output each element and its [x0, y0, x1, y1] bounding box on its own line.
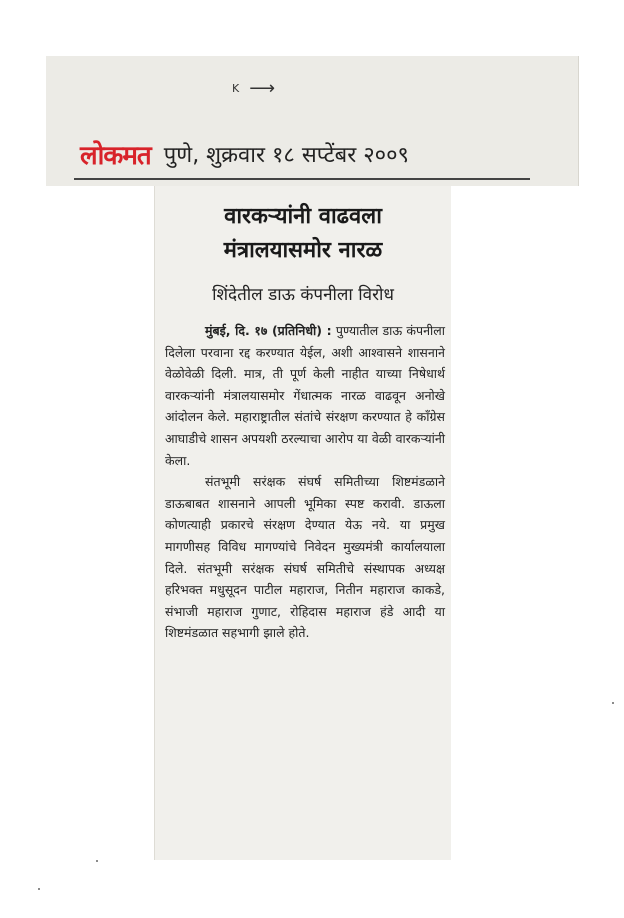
subheadline: शिंदेतील डाऊ कंपनीला विरोध [212, 285, 394, 305]
paragraph-1: पुण्यातील डाऊ कंपनीला दिलेला परवाना रद्द करण्यात येईल, अशी आश्वासने शासनाने वेळोवेळी दिली. मात्र, ती पूर्ण केली नाहीत याच्या निषेधार्थ वारकऱ्यांनी मंत्रालयासमोर गेंधात्मक नारळ वाढवून अनोखे आंदोलन केले. महाराष्ट्रातील संतांचे संरक्षण करण्यात हे काँग्रेस आघाडीचे शासन अपयशी ठरल्याचा आरोप या वेळी वारकऱ्यांनी केला. [165, 323, 446, 468]
dateline: पुणे, शुक्रवार १८ सप्टेंबर २००९ [163, 143, 409, 168]
masthead-rule [74, 178, 530, 180]
headline-line-2: मंत्रालयासमोर नारळ [223, 238, 383, 263]
right-arrow-icon: ⟶ [249, 78, 276, 99]
scan-speck [38, 888, 40, 890]
paragraph-2: संतभूमी सरंक्षक संघर्ष समितीच्या शिष्टमंडळाने डाऊबाबत शासनाने आपली भूमिका स्पष्ट करावी. डाऊला कोणत्याही प्रकारचे संरक्षण देण्यात येऊ नये. या प्रमुख मागणीसह विविध मागण्यांचे निवेदन मुख्यमंत्री कार्यालयाला दिले. संतभूमी सरंक्षक संघर्ष समितीचे संस्थापक अध्यक्ष हरिभक्त मधुसूदन पाटील महाराज, नितीन महाराज काकडे, संभाजी महाराज गुणाट, रोहिदास महाराज हंडे आदी या शिष्टमंडळात सहभागी झाले होते. [165, 474, 445, 641]
margin-arrow-mark [232, 76, 275, 97]
byline: मुंबई, दि. १७ (प्रतिनिधी) : [205, 323, 332, 338]
scan-speck [96, 860, 98, 862]
article-clipping [154, 186, 451, 860]
headline-line-1: वारकऱ्यांनी वाढवला [224, 204, 382, 229]
article-body [165, 320, 445, 644]
scan-speck [612, 702, 614, 704]
masthead-line [80, 136, 409, 172]
arrow-label: K [232, 82, 240, 95]
newspaper-logo: लोकमत [80, 141, 151, 171]
headline [155, 200, 451, 268]
